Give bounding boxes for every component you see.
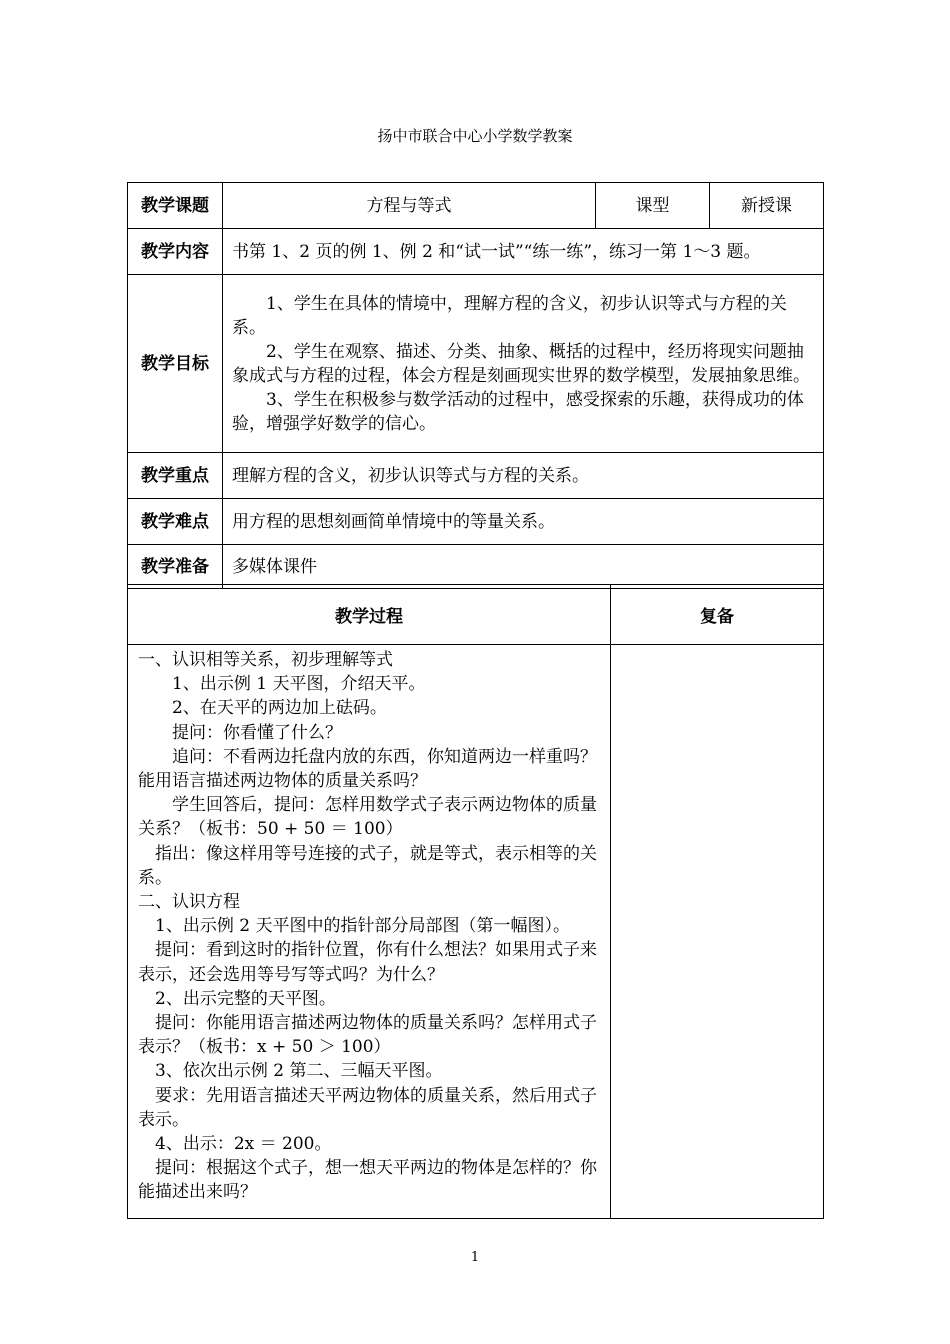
process-line: 3、依次出示例 2 第二、三幅天平图。 xyxy=(155,1061,443,1082)
process-line: 二、认识方程 xyxy=(138,892,240,913)
goals-cell xyxy=(223,275,824,453)
goal-item: 2、学生在观察、描述、分类、抽象、概括的过程中，经历将现实问题抽象成式与方程的过程，体会方程是刻画现实世界的数学模型，发展抽象思维。 xyxy=(232,341,810,386)
process-line: 1、出示例 1 天平图，介绍天平。 xyxy=(172,674,426,695)
topic-value: 方程与等式 xyxy=(223,183,596,229)
process-line: 一、认识相等关系，初步理解等式 xyxy=(138,650,393,670)
lesson-info-table xyxy=(127,182,824,589)
process-line: 提问：你看懂了什么？ xyxy=(172,722,342,743)
type-label: 课型 xyxy=(596,183,710,229)
review-cell xyxy=(611,645,824,1219)
process-line: 2、在天平的两边加上砝码。 xyxy=(172,698,387,719)
process-content xyxy=(128,645,611,1219)
goal-item: 1、学生在具体的情境中，理解方程的含义，初步认识等式与方程的关系。 xyxy=(232,293,787,338)
process-line: 1、出示例 2 天平图中的指针部分局部图（第一幅图）。 xyxy=(155,916,570,937)
process-title: 教学过程 xyxy=(128,585,611,645)
page-number: 1 xyxy=(470,1250,480,1265)
content-label: 教学内容 xyxy=(128,229,223,275)
process-line: 指出：像这样用等号连接的式子，就是等式，表示相等的关系。 xyxy=(138,843,597,888)
review-title: 复备 xyxy=(611,585,824,645)
key-value: 理解方程的含义，初步认识等式与方程的关系。 xyxy=(223,453,824,499)
page-header: 扬中市联合中心小学数学教案 xyxy=(377,127,573,145)
prep-value: 多媒体课件 xyxy=(223,545,824,589)
process-line: 追问：不看两边托盘内放的东西，你知道两边一样重吗？能用语言描述两边物体的质量关系吗？ xyxy=(138,746,597,792)
content-value: 书第 1、2 页的例 1、例 2 和“试一试”“练一练”，练习一第 1～3 题。 xyxy=(223,229,824,275)
goals-label: 教学目标 xyxy=(128,275,223,453)
topic-label: 教学课题 xyxy=(128,183,223,229)
difficulty-value: 用方程的思想刻画简单情境中的等量关系。 xyxy=(223,499,824,545)
process-line: 提问：你能用语言描述两边物体的质量关系吗？怎样用式子表示？（板书：x + 50 ＞ 100） xyxy=(138,1013,597,1058)
process-line: 2、出示完整的天平图。 xyxy=(155,988,336,1009)
goal-item: 3、学生在积极参与数学活动的过程中，感受探索的乐趣，获得成功的体验，增强学好数学的信心。 xyxy=(232,389,804,434)
key-label: 教学重点 xyxy=(128,453,223,499)
type-value: 新授课 xyxy=(710,183,824,229)
process-line: 要求：先用语言描述天平两边物体的质量关系，然后用式子表示。 xyxy=(138,1085,597,1130)
process-line: 4、出示：2x ＝ 200。 xyxy=(155,1134,332,1155)
difficulty-label: 教学难点 xyxy=(128,499,223,545)
process-table xyxy=(127,584,824,1219)
process-line: 提问：看到这时的指针位置，你有什么想法？如果用式子来表示，还会选用等号写等式吗？为什么？ xyxy=(138,940,597,985)
prep-label: 教学准备 xyxy=(128,545,223,589)
process-line: 学生回答后，提问：怎样用数学式子表示两边物体的质量关系？（板书：50 + 50 ＝ 100） xyxy=(138,795,597,840)
process-line: 提问：根据这个式子，想一想天平两边的物体是怎样的？你能描述出来吗？ xyxy=(138,1158,597,1203)
